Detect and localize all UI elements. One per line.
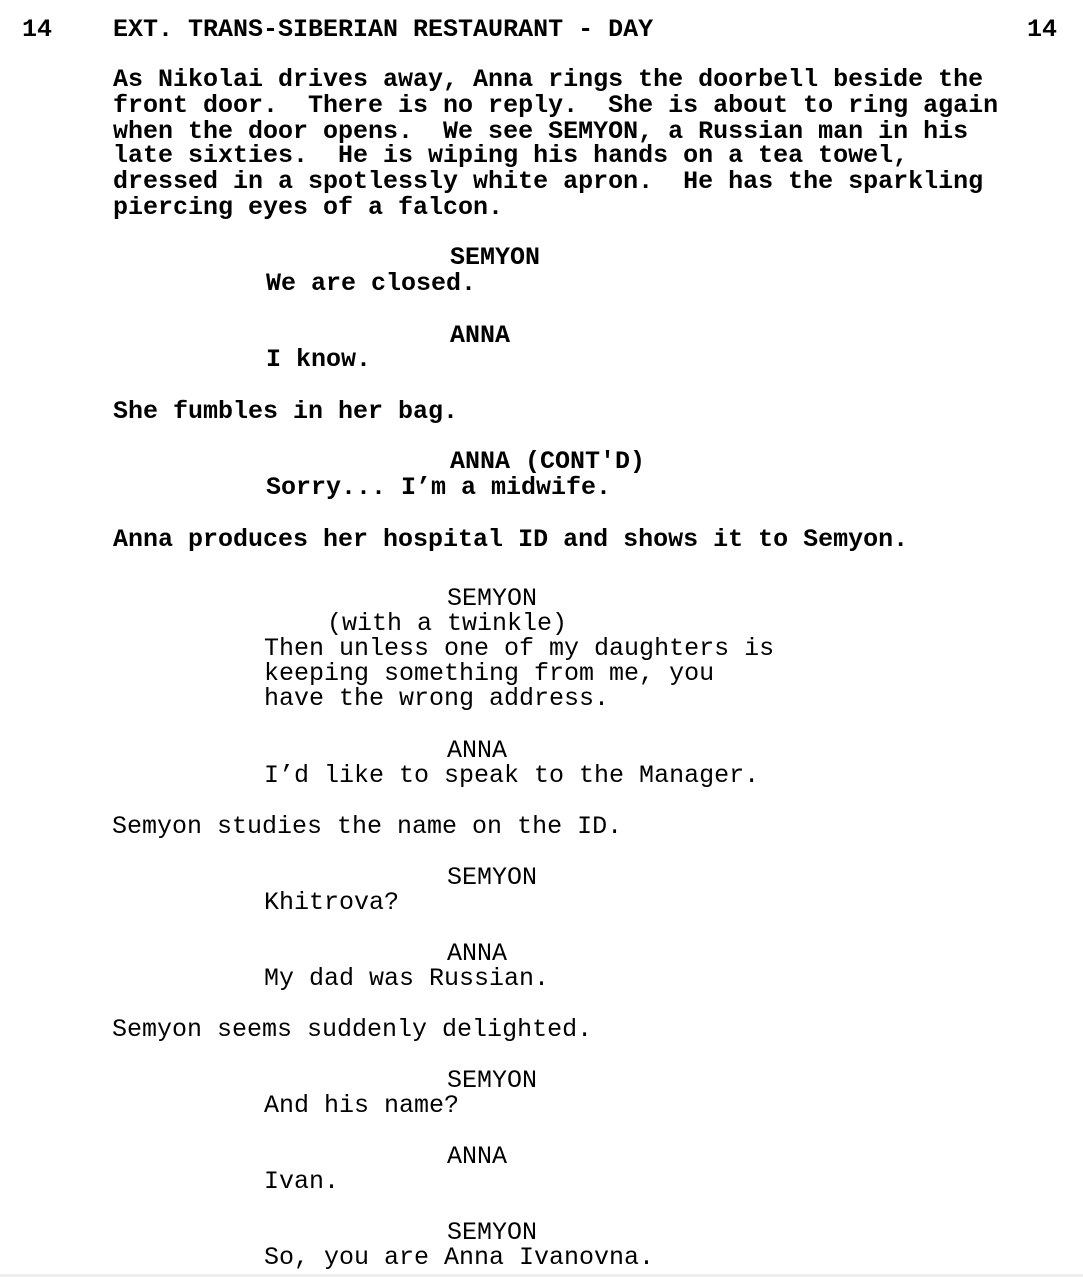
parenthetical: (with a twinkle) [327,609,568,638]
dialogue-line: I’d like to speak to the Manager. [264,761,760,790]
character-cue: SEMYON [447,1218,538,1247]
character-cue: ANNA [447,1142,508,1171]
action-line: piercing eyes of a falcon. [113,193,504,222]
character-cue: ANNA [447,736,508,765]
action-line: Semyon seems suddenly delighted. [112,1015,593,1044]
action-line: dressed in a spotlessly white apron. He has the sparkling [113,167,984,196]
scene-number-left: 14 [22,15,53,44]
action-line: As Nikolai drives away, Anna rings the doorbell beside the [113,65,984,94]
dialogue-line: We are closed. [266,269,477,298]
character-cue: ANNA (CONT'D) [450,447,646,476]
dialogue-line: My dad was Russian. [264,964,550,993]
dialogue-line: So, you are Anna Ivanovna. [264,1243,655,1272]
action-line: when the door opens. We see SEMYON, a Russian man in his [113,117,969,146]
dialogue-line: Sorry... I’m a midwife. [266,473,612,502]
character-cue: SEMYON [447,1066,538,1095]
action-line: late sixties. He is wiping his hands on a tea towel, [113,141,909,170]
dialogue-line: keeping something from me, you [264,659,715,688]
dialogue-line: Khitrova? [264,888,400,917]
character-cue: SEMYON [447,584,538,613]
character-cue: ANNA [447,939,508,968]
action-line: Semyon studies the name on the ID. [112,812,623,841]
scene-number-right: 14 [1027,15,1058,44]
scene-heading: EXT. TRANS-SIBERIAN RESTAURANT - DAY [113,15,654,44]
action-line: She fumbles in her bag. [113,397,459,426]
action-line: Anna produces her hospital ID and shows it to Semyon. [113,525,909,554]
dialogue-line: I know. [266,345,372,374]
character-cue: SEMYON [447,863,538,892]
action-line: front door. There is no reply. She is about to ring again [113,91,999,120]
dialogue-line: And his name? [264,1091,460,1120]
dialogue-line: Then unless one of my daughters is [264,634,775,663]
dialogue-line: Ivan. [264,1167,340,1196]
dialogue-line: have the wrong address. [264,684,610,713]
character-cue: SEMYON [450,243,541,272]
character-cue: ANNA [450,321,511,350]
